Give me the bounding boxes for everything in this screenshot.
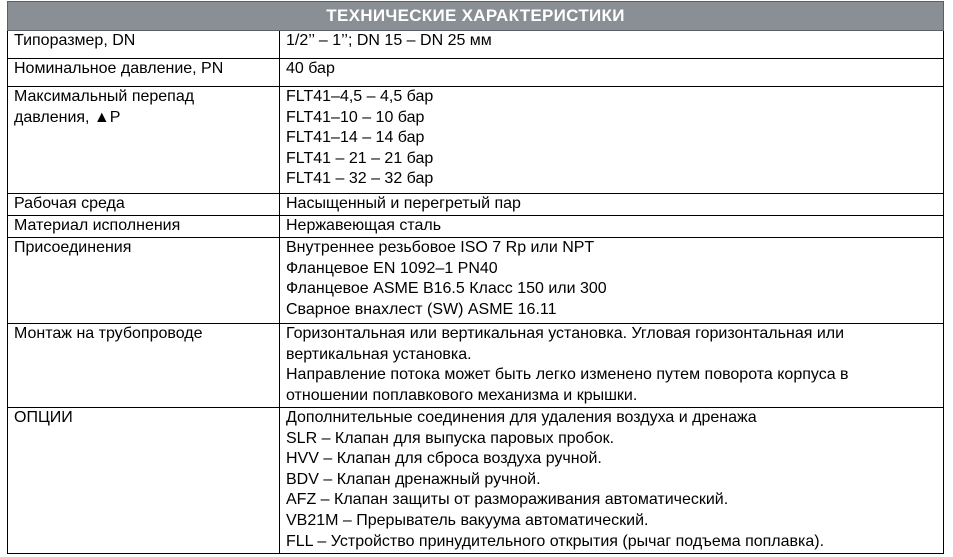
value-text: Фланцевое ASME B16.5 Класс 150 или 300 [286, 280, 607, 298]
value-text: SLR – Клапан для выпуска паровых пробок. [286, 429, 615, 447]
value-text: AFZ – Клапан защиты от размораживания автоматический. [286, 491, 729, 509]
param-text: Максимальный перепад [14, 88, 195, 105]
table-row [8, 216, 944, 238]
table-row [8, 87, 944, 194]
value-cell [280, 238, 944, 324]
param-text: Материал исполнения [14, 217, 181, 234]
table-row [8, 408, 944, 554]
table-title: ТЕХНИЧЕСКИЕ ХАРАКТЕРИСТИКИ [8, 2, 944, 31]
value-cell [280, 324, 944, 408]
value-text: Сварное внахлест (SW) ASME 16.11 [286, 300, 557, 318]
value-cell [280, 216, 944, 238]
value-cell [280, 31, 944, 59]
value-text: Дополнительные соединения для удаления воздуха и дренажа [286, 409, 757, 426]
value-text: FLL – Устройство принудительного открытия (рычаг подъема поплавка). [286, 532, 825, 550]
value-cell [280, 59, 944, 87]
param-cell [8, 408, 280, 554]
param-text: Присоединения [14, 239, 132, 256]
value-text: BDV – Клапан дренажный ручной. [286, 470, 541, 488]
value-text: Горизонтальная или вертикальная установка. Угловая горизонтальная или [286, 325, 845, 342]
value-text: 1/2’’ – 1’’; DN 15 – DN 25 мм [286, 32, 492, 49]
param-cell [8, 238, 280, 324]
param-text: Номинальное давление, PN [14, 60, 224, 77]
value-text: FLT41–10 – 10 бар [286, 108, 425, 126]
param-text: Монтаж на трубопроводе [14, 325, 203, 342]
value-text: Насыщенный и перегретый пар [286, 195, 521, 212]
value-text: FLT41 – 21 – 21 бар [286, 149, 434, 167]
value-text: Фланцевое EN 1092–1 PN40 [286, 259, 498, 277]
value-text: FLT41 – 32 – 32 бар [286, 170, 434, 188]
spec-table [7, 1, 944, 554]
value-text: HVV – Клапан для сброса воздуха ручной. [286, 450, 602, 468]
value-text: 40 бар [286, 60, 335, 77]
value-text: FLT41–4,5 – 4,5 бар [286, 88, 434, 105]
table-row [8, 31, 944, 59]
table-row [8, 238, 944, 324]
value-text: Внутреннее резьбовое ISO 7 Rp или NPT [286, 239, 595, 256]
value-text: Нержавеющая сталь [286, 217, 442, 234]
param-text: ОПЦИИ [14, 409, 73, 426]
param-cell [8, 324, 280, 408]
param-cell [8, 87, 280, 194]
value-cell [280, 194, 944, 216]
value-text: VB21M – Прерыватель вакуума автоматический. [286, 511, 649, 529]
param-cell [8, 216, 280, 238]
value-cell [280, 87, 944, 194]
table-row [8, 194, 944, 216]
param-cell [8, 31, 280, 59]
value-cell [280, 408, 944, 554]
value-text: Направление потока может быть легко изменено путем поворота корпуса в [286, 366, 849, 384]
value-text: вертикальная установка. [286, 345, 472, 363]
value-text: FLT41–14 – 14 бар [286, 129, 425, 147]
param-cell [8, 194, 280, 216]
table-header-row [8, 2, 944, 31]
param-text: давления, ▲P [14, 108, 121, 126]
table-row [8, 324, 944, 408]
param-text: Рабочая среда [14, 195, 125, 212]
param-cell [8, 59, 280, 87]
value-text: отношении поплавкового механизма и крышки. [286, 386, 638, 404]
table-row [8, 59, 944, 87]
param-text: Типоразмер, DN [14, 32, 136, 49]
